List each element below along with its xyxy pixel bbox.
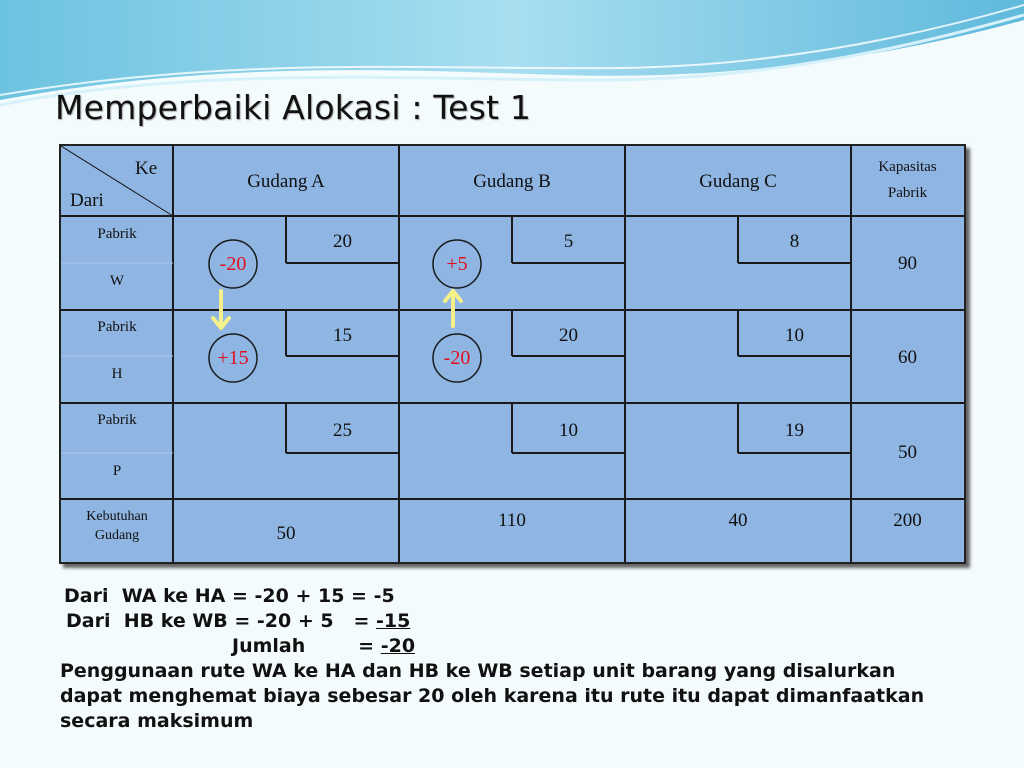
note-line-3-text: Jumlah = [232, 635, 381, 657]
capacity-h: 60 [898, 347, 917, 368]
cost-wc: 8 [789, 231, 800, 252]
transport-table [59, 144, 966, 564]
row-h-label-1: Pabrik [97, 319, 137, 335]
note-line-2 [60, 609, 924, 634]
header-pabrik: Pabrik [887, 185, 928, 201]
mark-hb: -20 [443, 347, 471, 369]
row-h-label-2: H [111, 366, 123, 382]
note-line-3 [60, 634, 924, 659]
demand-b: 110 [498, 510, 526, 531]
demand-label-2: Gudang [94, 528, 140, 543]
demand-label-1: Kebutuhan [86, 509, 148, 524]
note-line-2-value: -15 [376, 610, 411, 632]
cost-ha: 15 [333, 325, 352, 346]
header-gudang-a: Gudang A [247, 171, 325, 192]
notes [60, 584, 924, 734]
cost-hb: 20 [559, 325, 578, 346]
corner-ke: Ke [135, 158, 158, 179]
row-p-label-2: P [112, 463, 122, 479]
cost-pa: 25 [333, 420, 352, 441]
row-p-label-1: Pabrik [97, 412, 137, 428]
mark-wa: -20 [219, 253, 247, 275]
capacity-p: 50 [898, 442, 917, 463]
cost-hc: 10 [785, 325, 804, 346]
capacity-w: 90 [898, 253, 917, 274]
header-kapasitas: Kapasitas [878, 159, 937, 175]
demand-total: 200 [893, 510, 922, 531]
note-paragraph-1: Penggunaan rute WA ke HA dan HB ke WB setiap unit barang yang disalurkan [60, 660, 896, 682]
corner-dari: Dari [70, 190, 104, 211]
page-title: Memperbaiki Alokasi : Test 1 [55, 88, 532, 127]
cost-wb: 5 [563, 231, 574, 252]
note-line-3-value: -20 [380, 635, 416, 657]
demand-a: 50 [276, 523, 296, 544]
note-paragraph-2: dapat menghemat biaya sebesar 20 oleh karena itu rute itu dapat dimanfaatkan [60, 685, 925, 707]
cost-pb: 10 [559, 420, 578, 441]
demand-c: 40 [728, 510, 748, 531]
header-gudang-c: Gudang C [699, 171, 777, 192]
row-w-label-1: Pabrik [97, 226, 137, 242]
mark-ha: +15 [217, 347, 249, 369]
cost-wa: 20 [333, 231, 352, 252]
mark-wb: +5 [446, 253, 468, 275]
note-paragraph-3: secara maksimum [60, 710, 254, 732]
note-line-2-text: Dari HB ke WB = -20 + 5 = [66, 610, 376, 632]
header-gudang-b: Gudang B [473, 171, 551, 192]
row-w-label-2: W [109, 273, 125, 289]
cost-pc: 19 [785, 420, 804, 441]
note-line-1: Dari WA ke HA = -20 + 15 = -5 [64, 585, 395, 607]
